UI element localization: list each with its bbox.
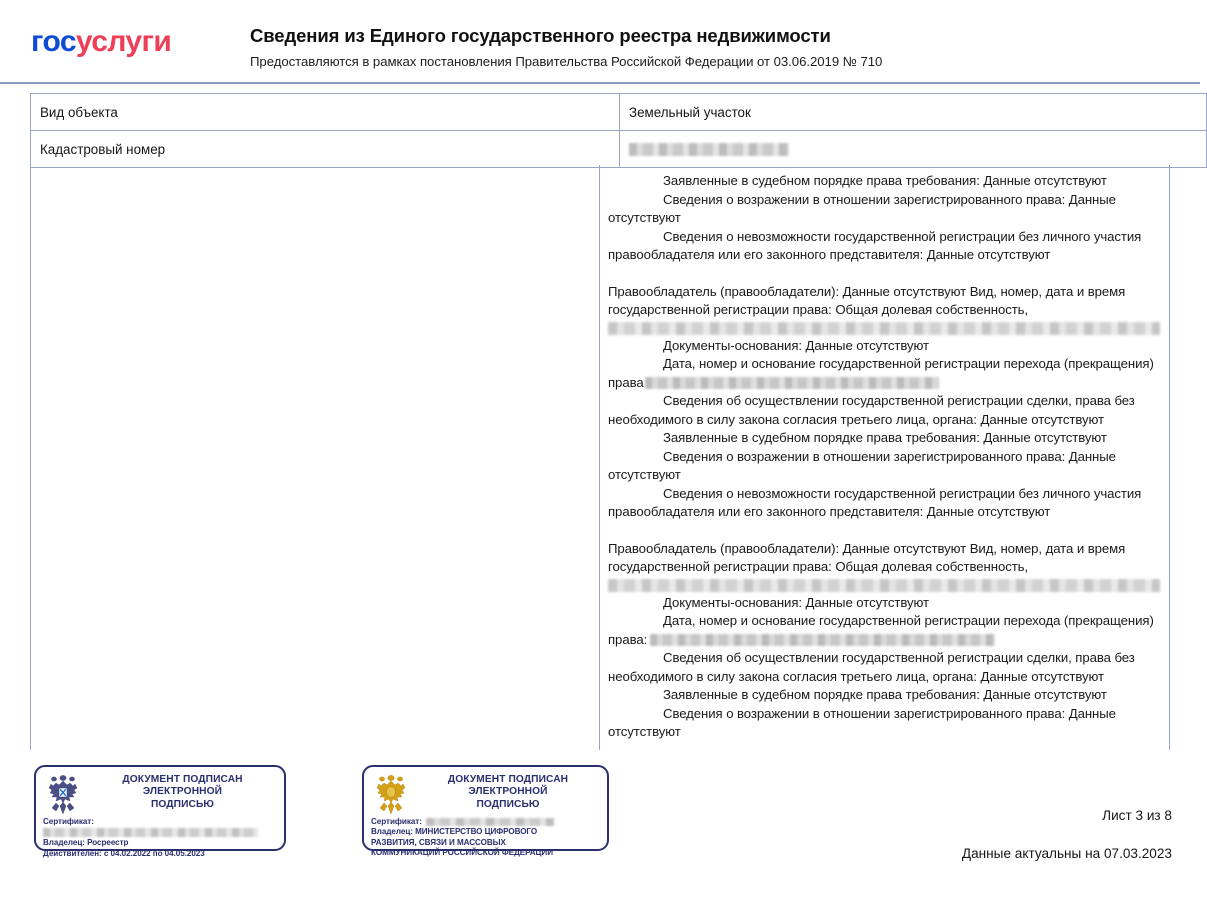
stamp-heading-line-1: ДОКУМЕНТ ПОДПИСАН xyxy=(447,774,569,785)
logo-text-blue: гос xyxy=(31,25,76,58)
page-title: Сведения из Единого государственного реестра недвижимости xyxy=(250,25,831,46)
stamp-certificate-label: Сертификат: xyxy=(43,817,94,826)
redaction-bar xyxy=(629,143,789,156)
object-info-table-body xyxy=(31,94,1207,168)
digital-signature-stamp-rosreestr xyxy=(34,765,286,858)
paragraph-documents-2: Документы-основания: Данные отсутствуют xyxy=(663,594,930,610)
paragraph-deal-1: Сведения об осуществлении государственной регистрации сделки, права без необходимого в силу закона согласия третьего лица, органа: Данные отсутствуют xyxy=(608,393,1135,427)
paragraph-claims-2: Заявленные в судебном порядке права требования: Данные отсутствуют xyxy=(663,430,1107,445)
stamp-heading-line-2: ЭЛЕКТРОННОЙ xyxy=(468,786,548,798)
paragraph-transfer-2 xyxy=(608,612,1162,649)
paragraph-deal-2: Сведения об осуществлении государственной регистрации сделки, права без необходимого в силу закона согласия третьего лица, органа: Данные отсутствуют xyxy=(608,650,1135,684)
stamp-owner-row xyxy=(43,838,278,848)
paragraph-objection-3: Сведения о возражении в отношении зарегистрированного права: Данные отсутствуют xyxy=(608,705,1116,739)
paragraph-transfer-1 xyxy=(608,355,1162,392)
header-titles xyxy=(250,24,1150,70)
stamp-heading xyxy=(87,772,278,811)
table-row xyxy=(31,94,1207,131)
stamp-owner-value: МИНИСТЕРСТВО ЦИФРОВОГО xyxy=(415,827,538,837)
digital-signature-stamp-mincifry xyxy=(362,765,609,858)
stamp-owner-value-line-3: КОММУНИКАЦИЙ РОССИЙСКОЙ ФЕДЕРАЦИИ xyxy=(371,848,553,858)
stamp-details xyxy=(364,817,607,859)
stamp-owner-label: Владелец: xyxy=(371,827,413,837)
gosuslugi-logo xyxy=(31,27,171,57)
document-content-box xyxy=(30,165,1170,750)
stamp-validity: Действителен: с 04.02.2022 по 04.05.2023 xyxy=(43,848,205,858)
table-row xyxy=(31,131,1207,168)
stamp-top-row xyxy=(364,767,607,816)
table-cell-label: Вид объекта xyxy=(31,94,620,131)
paragraph-objection-2: Сведения о возражении в отношении зарегистрированного права: Данные отсутствуют xyxy=(608,448,1116,482)
stamp-owner-row xyxy=(371,827,601,837)
redaction-bar xyxy=(43,828,258,837)
logo-text-red: услуги xyxy=(75,25,172,58)
redaction-bar xyxy=(650,634,995,646)
stamp-certificate-label: Сертификат: xyxy=(371,817,422,826)
stamp-heading-line-1: ДОКУМЕНТ ПОДПИСАН xyxy=(122,774,243,785)
table-cell-value-redacted xyxy=(620,131,1207,168)
paragraph-transfer-2-text: Дата, номер и основание государственной регистрации перехода (прекращения) права: xyxy=(608,613,1154,647)
paragraph-impossibility-1: Сведения о невозможности государственной регистрации без личного участия правообладателя или его законного представителя: Данные отсутствуют xyxy=(608,228,1142,262)
paragraph-rightholder-1: Правообладатель (правообладатели): Данные отсутствуют Вид, номер, дата и время государственной регистрации права: Общая долевая собственность, xyxy=(608,283,1126,317)
stamp-heading-line-3: ПОДПИСЬЮ xyxy=(476,798,540,810)
header-divider-rule xyxy=(0,82,1200,84)
paragraph-impossibility-2: Сведения о невозможности государственной регистрации без личного участия правообладателя или его законного представителя: Данные отсутствуют xyxy=(608,485,1142,519)
sheet-counter: Лист 3 из 8 xyxy=(1102,808,1172,823)
document-header xyxy=(0,0,1200,84)
stamp-certificate-row xyxy=(371,817,601,827)
redaction-bar xyxy=(608,322,1160,335)
russian-coat-of-arms-icon xyxy=(43,772,83,816)
stamp-details xyxy=(36,817,284,859)
stamp-owner-value: Росреестр xyxy=(87,838,129,848)
stamp-owner-value-line-2: РАЗВИТИЯ, СВЯЗИ И МАССОВЫХ xyxy=(371,837,506,847)
table-cell-label: Кадастровый номер xyxy=(31,131,620,168)
data-actual-on: Данные актуальны на 07.03.2023 xyxy=(961,846,1172,861)
stamp-heading-line-3: ПОДПИСЬЮ xyxy=(151,798,214,810)
table-cell-value: Земельный участок xyxy=(620,94,1207,131)
page-subtitle: Предоставляются в рамках постановления Правительства Российской Федерации от 03.06.2019 № 710 xyxy=(250,54,883,70)
paragraph-claims-3: Заявленные в судебном порядке права требования: Данные отсутствуют xyxy=(663,687,1107,702)
stamp-heading-line-2: ЭЛЕКТРОННОЙ xyxy=(142,786,223,798)
stamp-heading xyxy=(415,772,601,811)
content-left-column xyxy=(31,165,599,750)
object-info-table xyxy=(30,93,1207,168)
paragraph-rightholder-2: Правообладатель (правообладатели): Данные отсутствуют Вид, номер, дата и время государственной регистрации права: Общая долевая собственность, xyxy=(608,540,1126,574)
paragraph-objection-1: Сведения о возражении в отношении зарегистрированного права: Данные отсутствуют xyxy=(608,191,1116,225)
paragraph-documents-1: Документы-основания: Данные отсутствуют xyxy=(663,337,930,353)
redaction-bar xyxy=(645,377,939,389)
redaction-bar xyxy=(426,818,554,826)
content-right-column xyxy=(600,165,1170,750)
stamp-top-row xyxy=(36,767,284,816)
paragraph-transfer-1-text: Дата, номер и основание государственной регистрации перехода (прекращения) права xyxy=(608,356,1154,390)
redaction-bar xyxy=(608,579,1160,592)
paragraph-claims-1: Заявленные в судебном порядке права требования: Данные отсутствуют xyxy=(663,173,1107,188)
stamp-owner-label: Владелец: xyxy=(43,838,85,848)
russian-coat-of-arms-icon xyxy=(371,772,411,816)
